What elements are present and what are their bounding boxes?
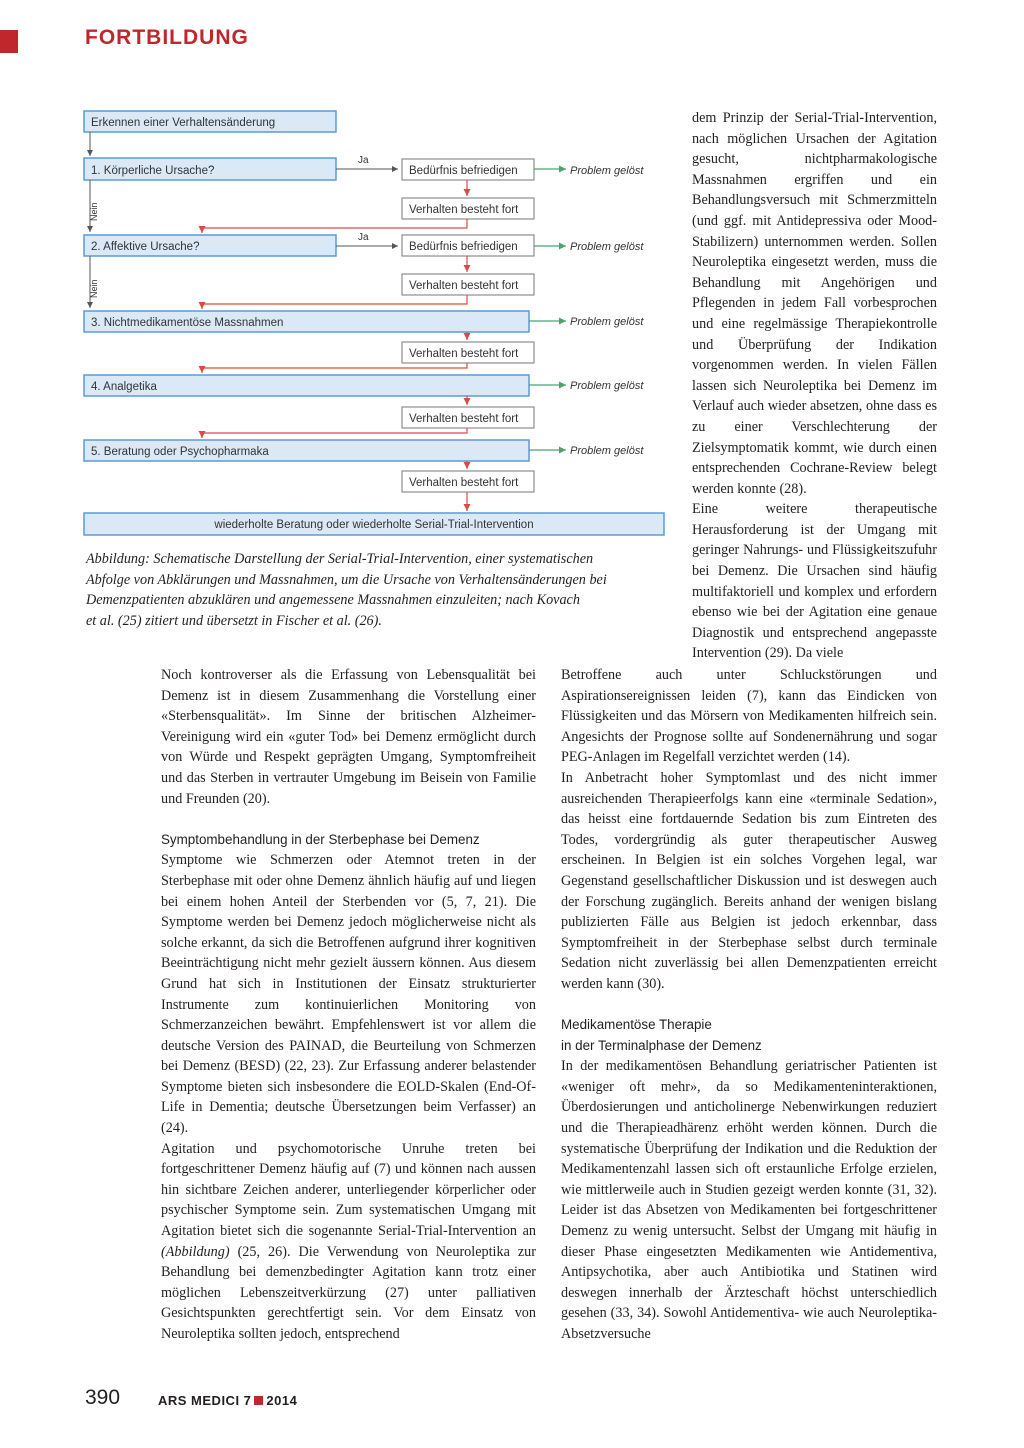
section-marker: [0, 30, 18, 53]
paragraph: dem Prinzip der Serial-Trial-Intervention, nach möglichen Ursachen der Agitation gesucht, nichtpharmakologische Massnahmen ergriffen und ein Behandlungsversuch mit Schmerzmitteln (und ggf. mit Antidepressiva oder Mood-Stabilizern) unternommen werden. Sollen Neuroleptika eingesetzt werden, muss die Behandlung mit Angehörigen und Pflegenden in jedem Fall vorbesprochen und eine regelmässige Therapiekontrolle und Überprüfung der Indikation vorgenommen werden. In vielen Fällen lassen sich Neuroleptika bei Demenz im Verlauf auch wieder absetzen, ohne dass es zu einer Verschlechterung der Zielsymptomatik kommt, wie durch einen entsprechenden Cochrane-Review belegt werden konnte (28).: [692, 110, 937, 497]
flow-step-4-label: 4. Analgetika: [91, 381, 157, 393]
section-heading: Medikamentöse Therapie: [561, 1017, 712, 1033]
paragraph: Agitation und psychomotorische Unruhe treten bei fortgeschrittener Demenz häufig auf (7) und können nach aussen hin sichtbare Zeichen anderer, unterliegender körperlicher oder psychischer Symptome sein. Zum systematischen Umgang mit Agitation bietet sich die sogenannte Serial-Trial-Intervention an (Abbildung) (25, 26). Die Verwendung von Neuroleptika zur Behandlung bei demenzbedingter Agitation kann trotz einer möglichen Lebenszeitverkürzung (27) unter palliativen Gesichtspunkten gerechtfertigt sein. Vor dem Einsatz von Neuroleptika sollten jedoch, entsprechend: [161, 1140, 536, 1342]
page-number: 390: [85, 1386, 121, 1409]
flow-no-2: Nein: [89, 279, 99, 298]
flow-step-3-label: 3. Nichtmedikamentöse Massnahmen: [91, 317, 284, 329]
caption-line-2: Abfolge von Abklärungen und Massnahmen, um die Ursache von Verhaltensänderungen bei: [86, 571, 607, 588]
paragraph: In Anbetracht hoher Symptomlast und des nicht immer ausreichenden Therapieerfolgs kann eine «terminale Sedation», das heisst eine fortdauernde Sedation bis zum Eintreten des Todes, vordergründig als guter therapeutischer Ausweg erscheinen. In Belgien ist ein solches Vorgehen legal, war Gegenstand gesellschaftlicher Diskussion und ist deswegen auch der Forschung zugänglich. Bereits anhand der wenigen bislang publizierten Fälle aus Belgien ist jedoch erkennbar, dass Symptomfreiheit in der Sterbephase selbst durch terminale Sedation nicht zuverlässig bei allen Demenzpatienten erreicht werden kann (30).: [561, 769, 937, 992]
flow-solved-1: Problem gelöst: [570, 165, 644, 177]
paragraph: Betroffene auch unter Schluckstörungen und Aspirationsereignissen leiden (7), kann das Eindicken von Flüssigkeiten und das Mörsern von Medikamenten hilfreich sein. Angesichts der Prognose sollte auf Sondenernährung und sogar PEG-Anlagen im Regelfall verzichtet werden (14).: [561, 667, 937, 766]
flow-yes-1: Ja: [358, 155, 369, 166]
flow-persists-3-label: Verhalten besteht fort: [409, 348, 519, 360]
column-right-bottom: [561, 665, 937, 1345]
flow-persists-4-label: Verhalten besteht fort: [409, 413, 519, 425]
flow-solved-4: Problem gelöst: [570, 380, 644, 392]
paragraph: Symptome wie Schmerzen oder Atemnot treten in der Sterbephase mit oder ohne Demenz ähnlich häufig auf und liegen bei einem hohen Anteil der Sterbenden vor (5, 7, 21). Die Symptome werden bei Demenz jedoch möglicherweise nicht als solche erkannt, da sich die Betroffenen aufgrund ihrer kognitiven Beeinträchtigung nicht mehr gezielt äussern können. Aus diesem Grund hat sich in Institutionen der Einsatz strukturierter Instrumente zum kontinuierlichen Monitoring von Schmerzanzeichen bewährt. Empfehlenswert ist vor allem die deutsche Version des PAINAD, die Beurteilung von Schmerzen bei Demenz (BESD) (22, 23). Zur Erfassung anderer belastender Symptome bieten sich insbesondere die EOLD-Skalen (End-Of-Life in Dementia; deutsche Übersetzungen beim Verfasser) an (24).: [161, 852, 536, 1137]
flow-step-1-label: 1. Körperliche Ursache?: [91, 165, 215, 177]
paragraph: Noch kontroverser als die Erfassung von Lebensqualität bei Demenz ist in diesem Zusammenhang die Vorstellung einer «Sterbensqualität». Im Sinne der britischen Alzheimer-Vereinigung wird ein «guter Tod» bei Demenz ermöglicht durch von Würde und Respekt geprägten Umgang, Symptomfreiheit und das Sterben in vertrauter Umgebung im Beisein von Familie und Freunden (20).: [161, 667, 536, 807]
caption-line-1: Abbildung: Schematische Darstellung der Serial-Trial-Intervention, einer systematischen: [86, 551, 594, 567]
flow-solved-3: Problem gelöst: [570, 316, 644, 328]
flow-step-2-label: 2. Affektive Ursache?: [91, 241, 200, 253]
journal-name: ARS MEDICI 7 2014: [158, 1393, 298, 1408]
figure-reference: (Abbildung): [161, 1243, 230, 1260]
paragraph: Eine weitere therapeutische Herausforderung ist der Umgang mit geringer Nahrungs- und Flüssigkeitszufuhr bei Demenz. Die Ursachen sind häufig multifaktoriell und komplex und erfordern ebenso wie bei der Agitation eine genaue Diagnostik und entsprechend angepasste Intervention (29). Da viele: [692, 501, 937, 662]
flow-end-label: wiederholte Beratung oder wiederholte Serial-Trial-Intervention: [214, 519, 534, 531]
flowchart: [82, 106, 672, 538]
separator-square: [254, 1396, 263, 1405]
flow-start-label: Erkennen einer Verhaltensänderung: [91, 117, 276, 129]
caption-line-4: et al. (25) zitiert und übersetzt in Fischer et al. (26).: [86, 612, 382, 629]
flow-need-2-label: Bedürfnis befriedigen: [409, 241, 518, 253]
flow-yes-2: Ja: [358, 232, 369, 243]
figure-caption: [86, 549, 666, 631]
flow-solved-2: Problem gelöst: [570, 241, 644, 253]
paragraph: In der medikamentösen Behandlung geriatrischer Patienten ist «weniger oft mehr», da so Medikamenteninteraktionen, Überdosierungen und anticholinerge Nebenwirkungen reduziert und die Therapieadhärenz erhöht werden können. Durch die systematische Überprüfung der Indikation und die Reduktion der Medikamentenzahl lassen sich oft erstaunliche Erfolge erzielen, wie mittlerweile auch in Studien gezeigt werden konnte (31, 32). Leider ist das Absetzen von Medikamenten bei fortgeschrittener Demenz zu wenig untersucht. Selbst der Umgang mit häufig in dieser Phase eingesetzten Medikamenten wie Antidementiva, Antipsychotika, aber auch Antibiotika und Statinen wird deswegen innerhalb der Ärzteschaft höchst unterschiedlich gesehen (33, 34). Sowohl Antidementiva- wie auch Neuroleptika-Absetzversuche: [561, 1058, 937, 1342]
flow-step-5-label: 5. Beratung oder Psychopharmaka: [91, 446, 269, 458]
column-right-top: [692, 108, 937, 664]
caption-line-3: Demenzpatienten abzuklären und angemessene Massnahmen einzuleiten; nach Kovach: [86, 592, 580, 609]
section-heading: Symptombehandlung in der Sterbephase bei Demenz: [161, 831, 480, 847]
flow-persists-5-label: Verhalten besteht fort: [409, 477, 519, 489]
section-title: FORTBILDUNG: [85, 26, 249, 49]
flow-solved-5: Problem gelöst: [570, 445, 644, 457]
flow-persists-1-label: Verhalten besteht fort: [409, 204, 519, 216]
flow-no-1: Nein: [89, 202, 99, 221]
section-heading: in der Terminalphase der Demenz: [561, 1037, 762, 1053]
flow-need-1-label: Bedürfnis befriedigen: [409, 165, 518, 177]
flow-persists-2-label: Verhalten besteht fort: [409, 280, 519, 292]
column-left: [161, 665, 536, 1345]
